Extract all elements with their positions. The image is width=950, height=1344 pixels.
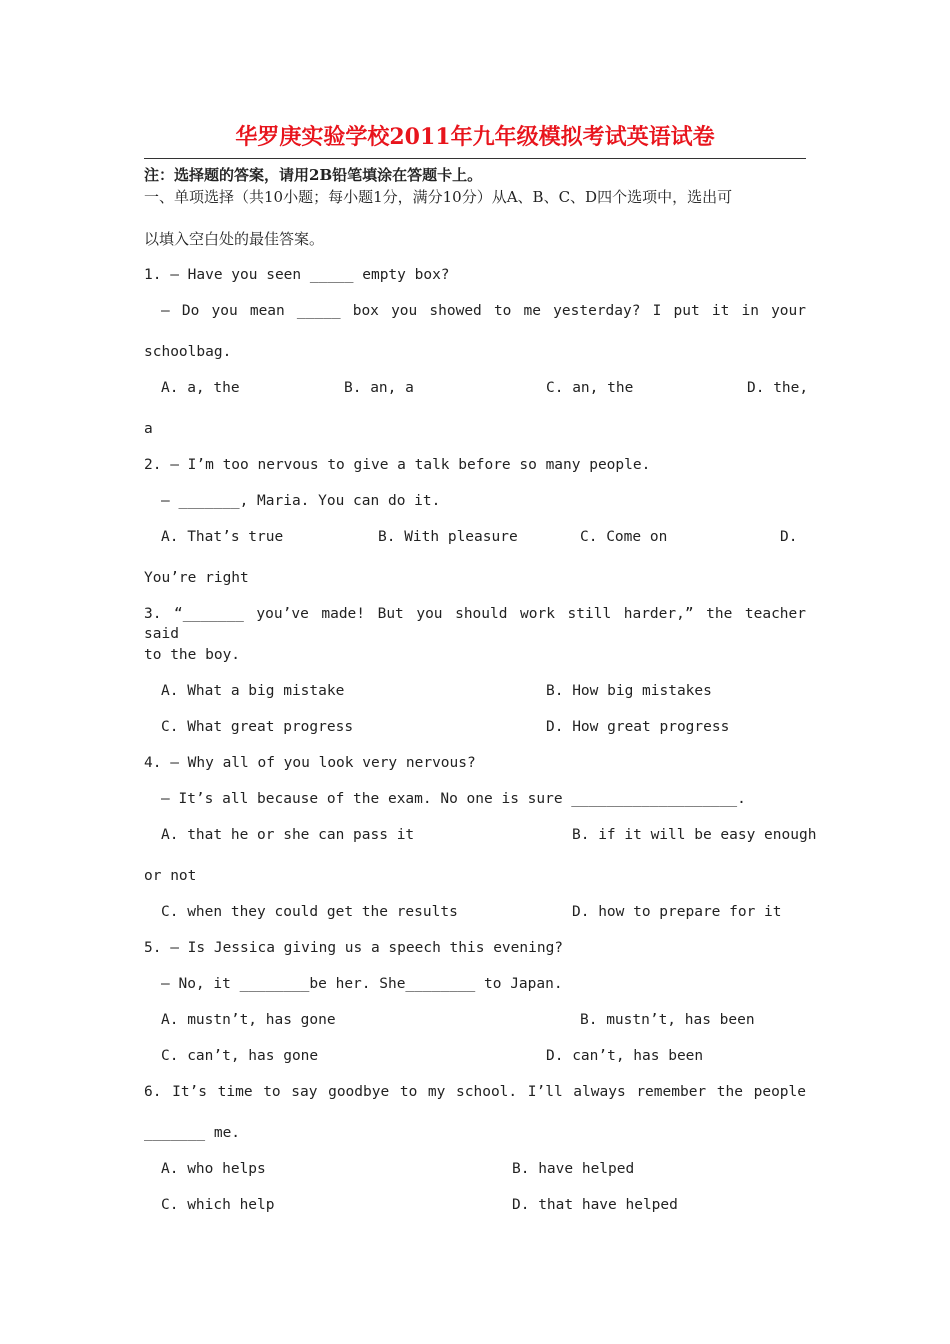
q3-option-d: D. How great progress <box>546 719 730 735</box>
title-divider <box>144 158 806 159</box>
q2-option-c: C. Come on <box>580 529 668 545</box>
q3-option-a: A. What a big mistake <box>161 683 345 699</box>
q1-reply-line1: — Do you mean _____ box you showed to me yesterday? I put it in your <box>161 303 806 319</box>
q4-option-b-cont: or not <box>144 868 197 884</box>
q4-stem: 4. — Why all of you look very nervous? <box>144 755 476 771</box>
q3-option-b: B. How big mistakes <box>546 683 712 699</box>
q2-option-b: B. With pleasure <box>378 529 518 545</box>
section-instructions-line2: 以填入空白处的最佳答案。 <box>144 230 325 248</box>
q1-option-a: A. a, the <box>161 380 240 396</box>
q6-option-b: B. have helped <box>512 1161 635 1177</box>
q2-option-a: A. That’s true <box>161 529 284 545</box>
q6-option-a: A. who helps <box>161 1161 266 1177</box>
q4-option-d: D. how to prepare for it <box>572 904 782 920</box>
q1-option-d: D. the, <box>747 380 809 396</box>
q1-option-d-cont: a <box>144 421 153 437</box>
q1-option-b: B. an, a <box>344 380 414 396</box>
exam-title: 华罗庚实验学校2011年九年级模拟考试英语试卷 <box>235 124 715 150</box>
q2-option-d: D. <box>780 529 798 545</box>
q6-option-d: D. that have helped <box>512 1197 678 1213</box>
q4-reply: — It’s all because of the exam. No one is sure ___________________. <box>161 791 746 807</box>
q1-option-c: C. an, the <box>546 380 634 396</box>
q2-stem: 2. — I’m too nervous to give a talk before so many people. <box>144 457 651 473</box>
q3-option-c: C. What great progress <box>161 719 354 735</box>
answer-note: 注：选择题的答案，请用2B铅笔填涂在答题卡上。 <box>144 166 483 184</box>
q6-option-c: C. which help <box>161 1197 275 1213</box>
q2-option-d-cont: You’re right <box>144 570 249 586</box>
q5-option-c: C. can’t, has gone <box>161 1048 319 1064</box>
section-instructions-line1: 一、单项选择（共10小题；每小题1分，满分10分）从A、B、C、D四个选项中，选出可 <box>144 188 733 206</box>
q4-option-a: A. that he or she can pass it <box>161 827 415 843</box>
q1-stem: 1. — Have you seen _____ empty box? <box>144 267 450 283</box>
q5-option-b: B. mustn’t, has been <box>580 1012 755 1028</box>
q5-reply: — No, it ________be her. She________ to Japan. <box>161 976 563 992</box>
q5-option-a: A. mustn’t, has gone <box>161 1012 336 1028</box>
q6-stem-line1: 6. It’s time to say goodbye to my school. I’ll always remember the people <box>144 1084 806 1100</box>
q4-option-c: C. when they could get the results <box>161 904 458 920</box>
q2-reply: — _______, Maria. You can do it. <box>161 493 441 509</box>
q3-stem-line2: to the boy. <box>144 647 241 663</box>
q6-stem-line2: _______ me. <box>144 1125 241 1141</box>
q5-stem: 5. — Is Jessica giving us a speech this evening? <box>144 940 564 956</box>
q3-stem-line1: 3. “_______ you’ve made! But you should work still harder,” the teacher said <box>144 606 806 642</box>
q4-option-b: B. if it will be easy enough <box>572 827 817 843</box>
q1-reply-line2: schoolbag. <box>144 344 232 360</box>
q5-option-d: D. can’t, has been <box>546 1048 704 1064</box>
